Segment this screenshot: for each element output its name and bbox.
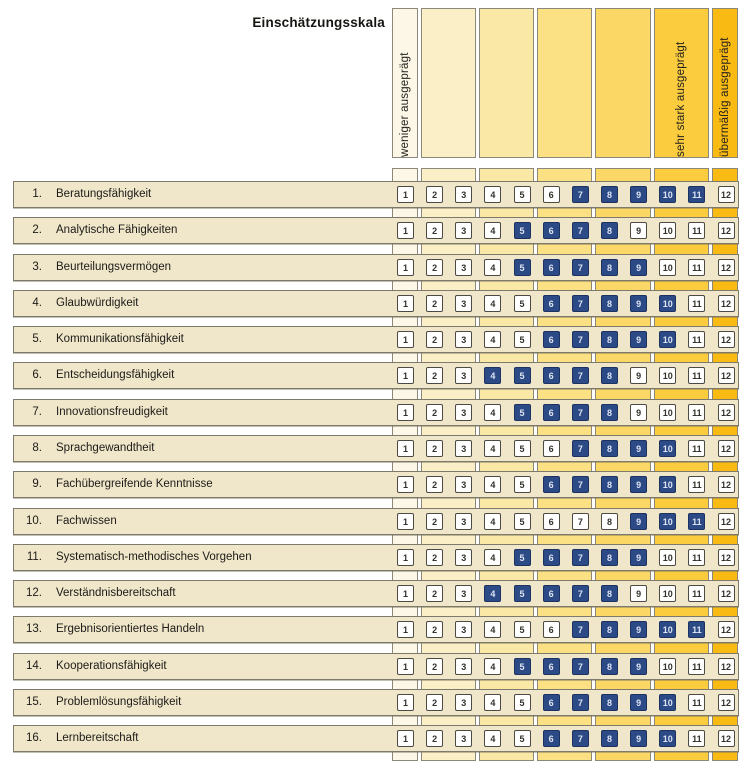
rating-cell-4-11[interactable]: 11 [688, 295, 705, 312]
rating-cell-8-5[interactable]: 5 [514, 440, 531, 457]
rating-cell-2-12[interactable]: 12 [718, 222, 735, 239]
rating-cell-3-10[interactable]: 10 [659, 259, 676, 276]
rating-cell-10-10[interactable]: 10 [659, 513, 676, 530]
row-number: 14. [26, 660, 42, 672]
rating-cell-11-3[interactable]: 3 [455, 549, 472, 566]
rating-cell-11-12[interactable]: 12 [718, 549, 735, 566]
rating-cell-16-4[interactable]: 4 [484, 730, 501, 747]
row-number: 7. [32, 406, 42, 418]
rating-cell-4-7[interactable]: 7 [572, 295, 589, 312]
rating-cell-11-8[interactable]: 8 [601, 549, 618, 566]
rating-cell-14-5[interactable]: 5 [514, 658, 531, 675]
rating-cell-1-2[interactable]: 2 [426, 186, 443, 203]
rating-cell-12-9[interactable]: 9 [630, 585, 647, 602]
competency-row [13, 254, 739, 281]
competency-row [13, 544, 739, 571]
row-number: 5. [32, 333, 42, 345]
rating-cell-12-4[interactable]: 4 [484, 585, 501, 602]
rating-cell-3-5[interactable]: 5 [514, 259, 531, 276]
rating-cell-12-12[interactable]: 12 [718, 585, 735, 602]
rating-cell-13-4[interactable]: 4 [484, 621, 501, 638]
scale-band-1 [392, 8, 418, 158]
rating-cell-2-3[interactable]: 3 [455, 222, 472, 239]
row-label: Kooperationsfähigkeit [56, 660, 167, 672]
row-number: 3. [32, 261, 42, 273]
rating-cell-6-8[interactable]: 8 [601, 367, 618, 384]
rating-cell-12-6[interactable]: 6 [543, 585, 560, 602]
rating-cell-5-8[interactable]: 8 [601, 331, 618, 348]
rating-cell-10-2[interactable]: 2 [426, 513, 443, 530]
rating-cell-4-12[interactable]: 12 [718, 295, 735, 312]
rating-cell-11-10[interactable]: 10 [659, 549, 676, 566]
rating-cell-8-6[interactable]: 6 [543, 440, 560, 457]
rating-cell-10-1[interactable]: 1 [397, 513, 414, 530]
rating-cell-8-7[interactable]: 7 [572, 440, 589, 457]
rating-cell-4-9[interactable]: 9 [630, 295, 647, 312]
scale-band-6 [654, 8, 709, 158]
rating-cell-9-11[interactable]: 11 [688, 476, 705, 493]
rating-cell-13-8[interactable]: 8 [601, 621, 618, 638]
rating-cell-5-2[interactable]: 2 [426, 331, 443, 348]
rating-cell-16-7[interactable]: 7 [572, 730, 589, 747]
competency-row [13, 725, 739, 752]
rating-cell-12-8[interactable]: 8 [601, 585, 618, 602]
rating-cell-3-12[interactable]: 12 [718, 259, 735, 276]
rating-cell-14-8[interactable]: 8 [601, 658, 618, 675]
rating-cell-13-3[interactable]: 3 [455, 621, 472, 638]
rating-cell-15-2[interactable]: 2 [426, 694, 443, 711]
row-label: Glaubwürdigkeit [56, 297, 139, 309]
rating-cell-15-1[interactable]: 1 [397, 694, 414, 711]
rating-cell-13-1[interactable]: 1 [397, 621, 414, 638]
rating-cell-14-2[interactable]: 2 [426, 658, 443, 675]
rating-cell-5-11[interactable]: 11 [688, 331, 705, 348]
rating-cell-14-6[interactable]: 6 [543, 658, 560, 675]
rating-cell-10-11[interactable]: 11 [688, 513, 705, 530]
rating-cell-6-3[interactable]: 3 [455, 367, 472, 384]
rating-cell-9-1[interactable]: 1 [397, 476, 414, 493]
rating-cell-8-3[interactable]: 3 [455, 440, 472, 457]
rating-cell-9-2[interactable]: 2 [426, 476, 443, 493]
rating-cell-6-12[interactable]: 12 [718, 367, 735, 384]
scale-band-label: weniger ausgeprägt [398, 52, 411, 157]
rating-cell-5-7[interactable]: 7 [572, 331, 589, 348]
competency-row [13, 435, 739, 462]
rating-cell-6-11[interactable]: 11 [688, 367, 705, 384]
rating-cell-1-8[interactable]: 8 [601, 186, 618, 203]
rating-cell-15-8[interactable]: 8 [601, 694, 618, 711]
rating-cell-1-11[interactable]: 11 [688, 186, 705, 203]
row-number: 6. [32, 369, 42, 381]
competency-row [13, 616, 739, 643]
competency-row [13, 181, 739, 208]
row-label: Analytische Fähigkeiten [56, 224, 178, 236]
row-number: 15. [26, 696, 42, 708]
scale-band-5 [595, 8, 650, 158]
rating-cell-12-7[interactable]: 7 [572, 585, 589, 602]
row-label: Beurteilungsvermögen [56, 261, 172, 273]
row-number: 10. [26, 515, 42, 527]
rating-cell-6-5[interactable]: 5 [514, 367, 531, 384]
competency-row [13, 508, 739, 535]
rating-cell-8-12[interactable]: 12 [718, 440, 735, 457]
row-label: Systematisch-methodisches Vorgehen [56, 551, 252, 563]
row-label: Entscheidungsfähigkeit [56, 369, 175, 381]
scale-band-2 [421, 8, 476, 158]
rating-cell-14-4[interactable]: 4 [484, 658, 501, 675]
rating-cell-7-9[interactable]: 9 [630, 404, 647, 421]
rating-cell-8-8[interactable]: 8 [601, 440, 618, 457]
rating-cell-7-5[interactable]: 5 [514, 404, 531, 421]
rating-cell-6-4[interactable]: 4 [484, 367, 501, 384]
rating-cell-16-6[interactable]: 6 [543, 730, 560, 747]
rating-cell-13-12[interactable]: 12 [718, 621, 735, 638]
rating-cell-3-11[interactable]: 11 [688, 259, 705, 276]
rating-cell-15-11[interactable]: 11 [688, 694, 705, 711]
rating-cell-6-10[interactable]: 10 [659, 367, 676, 384]
rating-cell-7-1[interactable]: 1 [397, 404, 414, 421]
rating-cell-16-12[interactable]: 12 [718, 730, 735, 747]
rating-cell-15-10[interactable]: 10 [659, 694, 676, 711]
rating-cell-4-8[interactable]: 8 [601, 295, 618, 312]
rating-cell-3-6[interactable]: 6 [543, 259, 560, 276]
competency-row [13, 689, 739, 716]
row-number: 12. [26, 587, 42, 599]
rating-cell-5-3[interactable]: 3 [455, 331, 472, 348]
rating-cell-8-9[interactable]: 9 [630, 440, 647, 457]
rating-cell-9-5[interactable]: 5 [514, 476, 531, 493]
competency-row [13, 399, 739, 426]
rating-cell-14-1[interactable]: 1 [397, 658, 414, 675]
rating-cell-13-5[interactable]: 5 [514, 621, 531, 638]
competency-row [13, 580, 739, 607]
row-label: Ergebnisorientiertes Handeln [56, 623, 205, 635]
rating-cell-10-3[interactable]: 3 [455, 513, 472, 530]
rating-cell-4-6[interactable]: 6 [543, 295, 560, 312]
rating-cell-5-1[interactable]: 1 [397, 331, 414, 348]
rating-cell-14-7[interactable]: 7 [572, 658, 589, 675]
rating-cell-7-12[interactable]: 12 [718, 404, 735, 421]
rating-cell-15-4[interactable]: 4 [484, 694, 501, 711]
competency-row [13, 217, 739, 244]
rating-cell-5-10[interactable]: 10 [659, 331, 676, 348]
rating-cell-16-1[interactable]: 1 [397, 730, 414, 747]
rating-cell-14-10[interactable]: 10 [659, 658, 676, 675]
row-label: Fachübergreifende Kenntnisse [56, 478, 213, 490]
rating-cell-8-1[interactable]: 1 [397, 440, 414, 457]
rating-cell-13-9[interactable]: 9 [630, 621, 647, 638]
row-number: 4. [32, 297, 42, 309]
rating-cell-9-3[interactable]: 3 [455, 476, 472, 493]
rating-cell-5-9[interactable]: 9 [630, 331, 647, 348]
rating-cell-16-9[interactable]: 9 [630, 730, 647, 747]
rating-cell-14-9[interactable]: 9 [630, 658, 647, 675]
rating-cell-1-3[interactable]: 3 [455, 186, 472, 203]
rating-cell-3-2[interactable]: 2 [426, 259, 443, 276]
rating-cell-12-11[interactable]: 11 [688, 585, 705, 602]
rating-cell-10-4[interactable]: 4 [484, 513, 501, 530]
row-label: Problemlösungsfähigkeit [56, 696, 182, 708]
rating-cell-11-2[interactable]: 2 [426, 549, 443, 566]
rating-cell-1-4[interactable]: 4 [484, 186, 501, 203]
rating-cell-2-8[interactable]: 8 [601, 222, 618, 239]
rating-cell-4-10[interactable]: 10 [659, 295, 676, 312]
rating-cell-8-11[interactable]: 11 [688, 440, 705, 457]
rating-cell-2-6[interactable]: 6 [543, 222, 560, 239]
rating-cell-8-10[interactable]: 10 [659, 440, 676, 457]
rating-cell-4-4[interactable]: 4 [484, 295, 501, 312]
rating-cell-8-4[interactable]: 4 [484, 440, 501, 457]
rating-cell-4-5[interactable]: 5 [514, 295, 531, 312]
rating-cell-1-9[interactable]: 9 [630, 186, 647, 203]
rating-cell-6-9[interactable]: 9 [630, 367, 647, 384]
rating-cell-15-9[interactable]: 9 [630, 694, 647, 711]
row-number: 1. [32, 188, 42, 200]
rating-cell-2-5[interactable]: 5 [514, 222, 531, 239]
rating-cell-16-2[interactable]: 2 [426, 730, 443, 747]
row-number: 8. [32, 442, 42, 454]
rating-cell-11-9[interactable]: 9 [630, 549, 647, 566]
scale-band-4 [537, 8, 592, 158]
row-number: 2. [32, 224, 42, 236]
rating-cell-1-5[interactable]: 5 [514, 186, 531, 203]
rating-cell-2-7[interactable]: 7 [572, 222, 589, 239]
rating-cell-6-6[interactable]: 6 [543, 367, 560, 384]
rating-cell-16-11[interactable]: 11 [688, 730, 705, 747]
rating-cell-6-1[interactable]: 1 [397, 367, 414, 384]
scale-band-7 [712, 8, 738, 158]
rating-cell-7-8[interactable]: 8 [601, 404, 618, 421]
rating-cell-7-3[interactable]: 3 [455, 404, 472, 421]
rating-cell-16-3[interactable]: 3 [455, 730, 472, 747]
rating-cell-11-7[interactable]: 7 [572, 549, 589, 566]
row-label: Verständnisbereitschaft [56, 587, 176, 599]
rating-cell-6-2[interactable]: 2 [426, 367, 443, 384]
rating-cell-12-10[interactable]: 10 [659, 585, 676, 602]
row-label: Fachwissen [56, 515, 117, 527]
competency-row [13, 471, 739, 498]
row-number: 9. [32, 478, 42, 490]
rating-cell-13-10[interactable]: 10 [659, 621, 676, 638]
rating-cell-3-7[interactable]: 7 [572, 259, 589, 276]
rating-cell-1-10[interactable]: 10 [659, 186, 676, 203]
rating-cell-9-12[interactable]: 12 [718, 476, 735, 493]
rating-cell-15-5[interactable]: 5 [514, 694, 531, 711]
rating-cell-16-8[interactable]: 8 [601, 730, 618, 747]
rating-cell-10-9[interactable]: 9 [630, 513, 647, 530]
rating-cell-5-6[interactable]: 6 [543, 331, 560, 348]
competency-row [13, 290, 739, 317]
rating-cell-10-5[interactable]: 5 [514, 513, 531, 530]
rating-cell-15-3[interactable]: 3 [455, 694, 472, 711]
rating-cell-16-10[interactable]: 10 [659, 730, 676, 747]
rating-cell-9-7[interactable]: 7 [572, 476, 589, 493]
rating-cell-7-10[interactable]: 10 [659, 404, 676, 421]
row-number: 13. [26, 623, 42, 635]
rating-cell-14-12[interactable]: 12 [718, 658, 735, 675]
rating-cell-5-12[interactable]: 12 [718, 331, 735, 348]
rating-cell-12-1[interactable]: 1 [397, 585, 414, 602]
rating-cell-1-1[interactable]: 1 [397, 186, 414, 203]
rating-cell-5-4[interactable]: 4 [484, 331, 501, 348]
scale-band-3 [479, 8, 534, 158]
rating-cell-4-3[interactable]: 3 [455, 295, 472, 312]
rating-cell-7-6[interactable]: 6 [543, 404, 560, 421]
rating-cell-12-3[interactable]: 3 [455, 585, 472, 602]
competency-row [13, 653, 739, 680]
competency-row [13, 326, 739, 353]
rating-cell-3-3[interactable]: 3 [455, 259, 472, 276]
row-label: Sprachgewandtheit [56, 442, 155, 454]
rating-cell-9-6[interactable]: 6 [543, 476, 560, 493]
rating-cell-11-5[interactable]: 5 [514, 549, 531, 566]
rating-cell-2-1[interactable]: 1 [397, 222, 414, 239]
rating-cell-7-7[interactable]: 7 [572, 404, 589, 421]
row-label: Innovationsfreudigkeit [56, 406, 168, 418]
rating-cell-14-11[interactable]: 11 [688, 658, 705, 675]
rating-cell-1-7[interactable]: 7 [572, 186, 589, 203]
rating-cell-2-9[interactable]: 9 [630, 222, 647, 239]
rating-cell-3-4[interactable]: 4 [484, 259, 501, 276]
rating-cell-7-4[interactable]: 4 [484, 404, 501, 421]
rating-cell-3-8[interactable]: 8 [601, 259, 618, 276]
page-title: Einschätzungsskala [252, 15, 385, 30]
rating-cell-5-5[interactable]: 5 [514, 331, 531, 348]
rating-cell-10-8[interactable]: 8 [601, 513, 618, 530]
rating-cell-11-4[interactable]: 4 [484, 549, 501, 566]
rating-cell-6-7[interactable]: 7 [572, 367, 589, 384]
rating-cell-11-6[interactable]: 6 [543, 549, 560, 566]
rating-cell-8-2[interactable]: 2 [426, 440, 443, 457]
rating-cell-2-4[interactable]: 4 [484, 222, 501, 239]
row-label: Lernbereitschaft [56, 732, 139, 744]
scale-band-label: übermäßig ausgeprägt [719, 37, 732, 157]
rating-cell-7-11[interactable]: 11 [688, 404, 705, 421]
rating-cell-12-2[interactable]: 2 [426, 585, 443, 602]
rating-cell-10-12[interactable]: 12 [718, 513, 735, 530]
rating-cell-4-1[interactable]: 1 [397, 295, 414, 312]
rating-cell-2-2[interactable]: 2 [426, 222, 443, 239]
rating-cell-9-10[interactable]: 10 [659, 476, 676, 493]
rating-cell-1-12[interactable]: 12 [718, 186, 735, 203]
rating-cell-9-8[interactable]: 8 [601, 476, 618, 493]
rating-cell-9-9[interactable]: 9 [630, 476, 647, 493]
rating-cell-4-2[interactable]: 2 [426, 295, 443, 312]
row-number: 11. [26, 551, 42, 563]
rating-cell-12-5[interactable]: 5 [514, 585, 531, 602]
rating-cell-9-4[interactable]: 4 [484, 476, 501, 493]
rating-cell-1-6[interactable]: 6 [543, 186, 560, 203]
rating-cell-2-10[interactable]: 10 [659, 222, 676, 239]
rating-cell-11-11[interactable]: 11 [688, 549, 705, 566]
rating-cell-13-2[interactable]: 2 [426, 621, 443, 638]
rating-cell-14-3[interactable]: 3 [455, 658, 472, 675]
competency-row [13, 362, 739, 389]
rating-cell-13-6[interactable]: 6 [543, 621, 560, 638]
rating-cell-15-6[interactable]: 6 [543, 694, 560, 711]
rating-cell-10-6[interactable]: 6 [543, 513, 560, 530]
rating-cell-3-1[interactable]: 1 [397, 259, 414, 276]
rating-cell-16-5[interactable]: 5 [514, 730, 531, 747]
row-label: Kommunikationsfähigkeit [56, 333, 184, 345]
rating-cell-11-1[interactable]: 1 [397, 549, 414, 566]
row-label: Beratungsfähigkeit [56, 188, 152, 200]
rating-cell-13-11[interactable]: 11 [688, 621, 705, 638]
scale-band-label: sehr stark ausgeprägt [675, 41, 688, 157]
rating-cell-15-12[interactable]: 12 [718, 694, 735, 711]
rating-cell-3-9[interactable]: 9 [630, 259, 647, 276]
rating-cell-7-2[interactable]: 2 [426, 404, 443, 421]
rating-cell-13-7[interactable]: 7 [572, 621, 589, 638]
rating-cell-10-7[interactable]: 7 [572, 513, 589, 530]
rating-cell-15-7[interactable]: 7 [572, 694, 589, 711]
row-number: 16. [26, 732, 42, 744]
rating-cell-2-11[interactable]: 11 [688, 222, 705, 239]
